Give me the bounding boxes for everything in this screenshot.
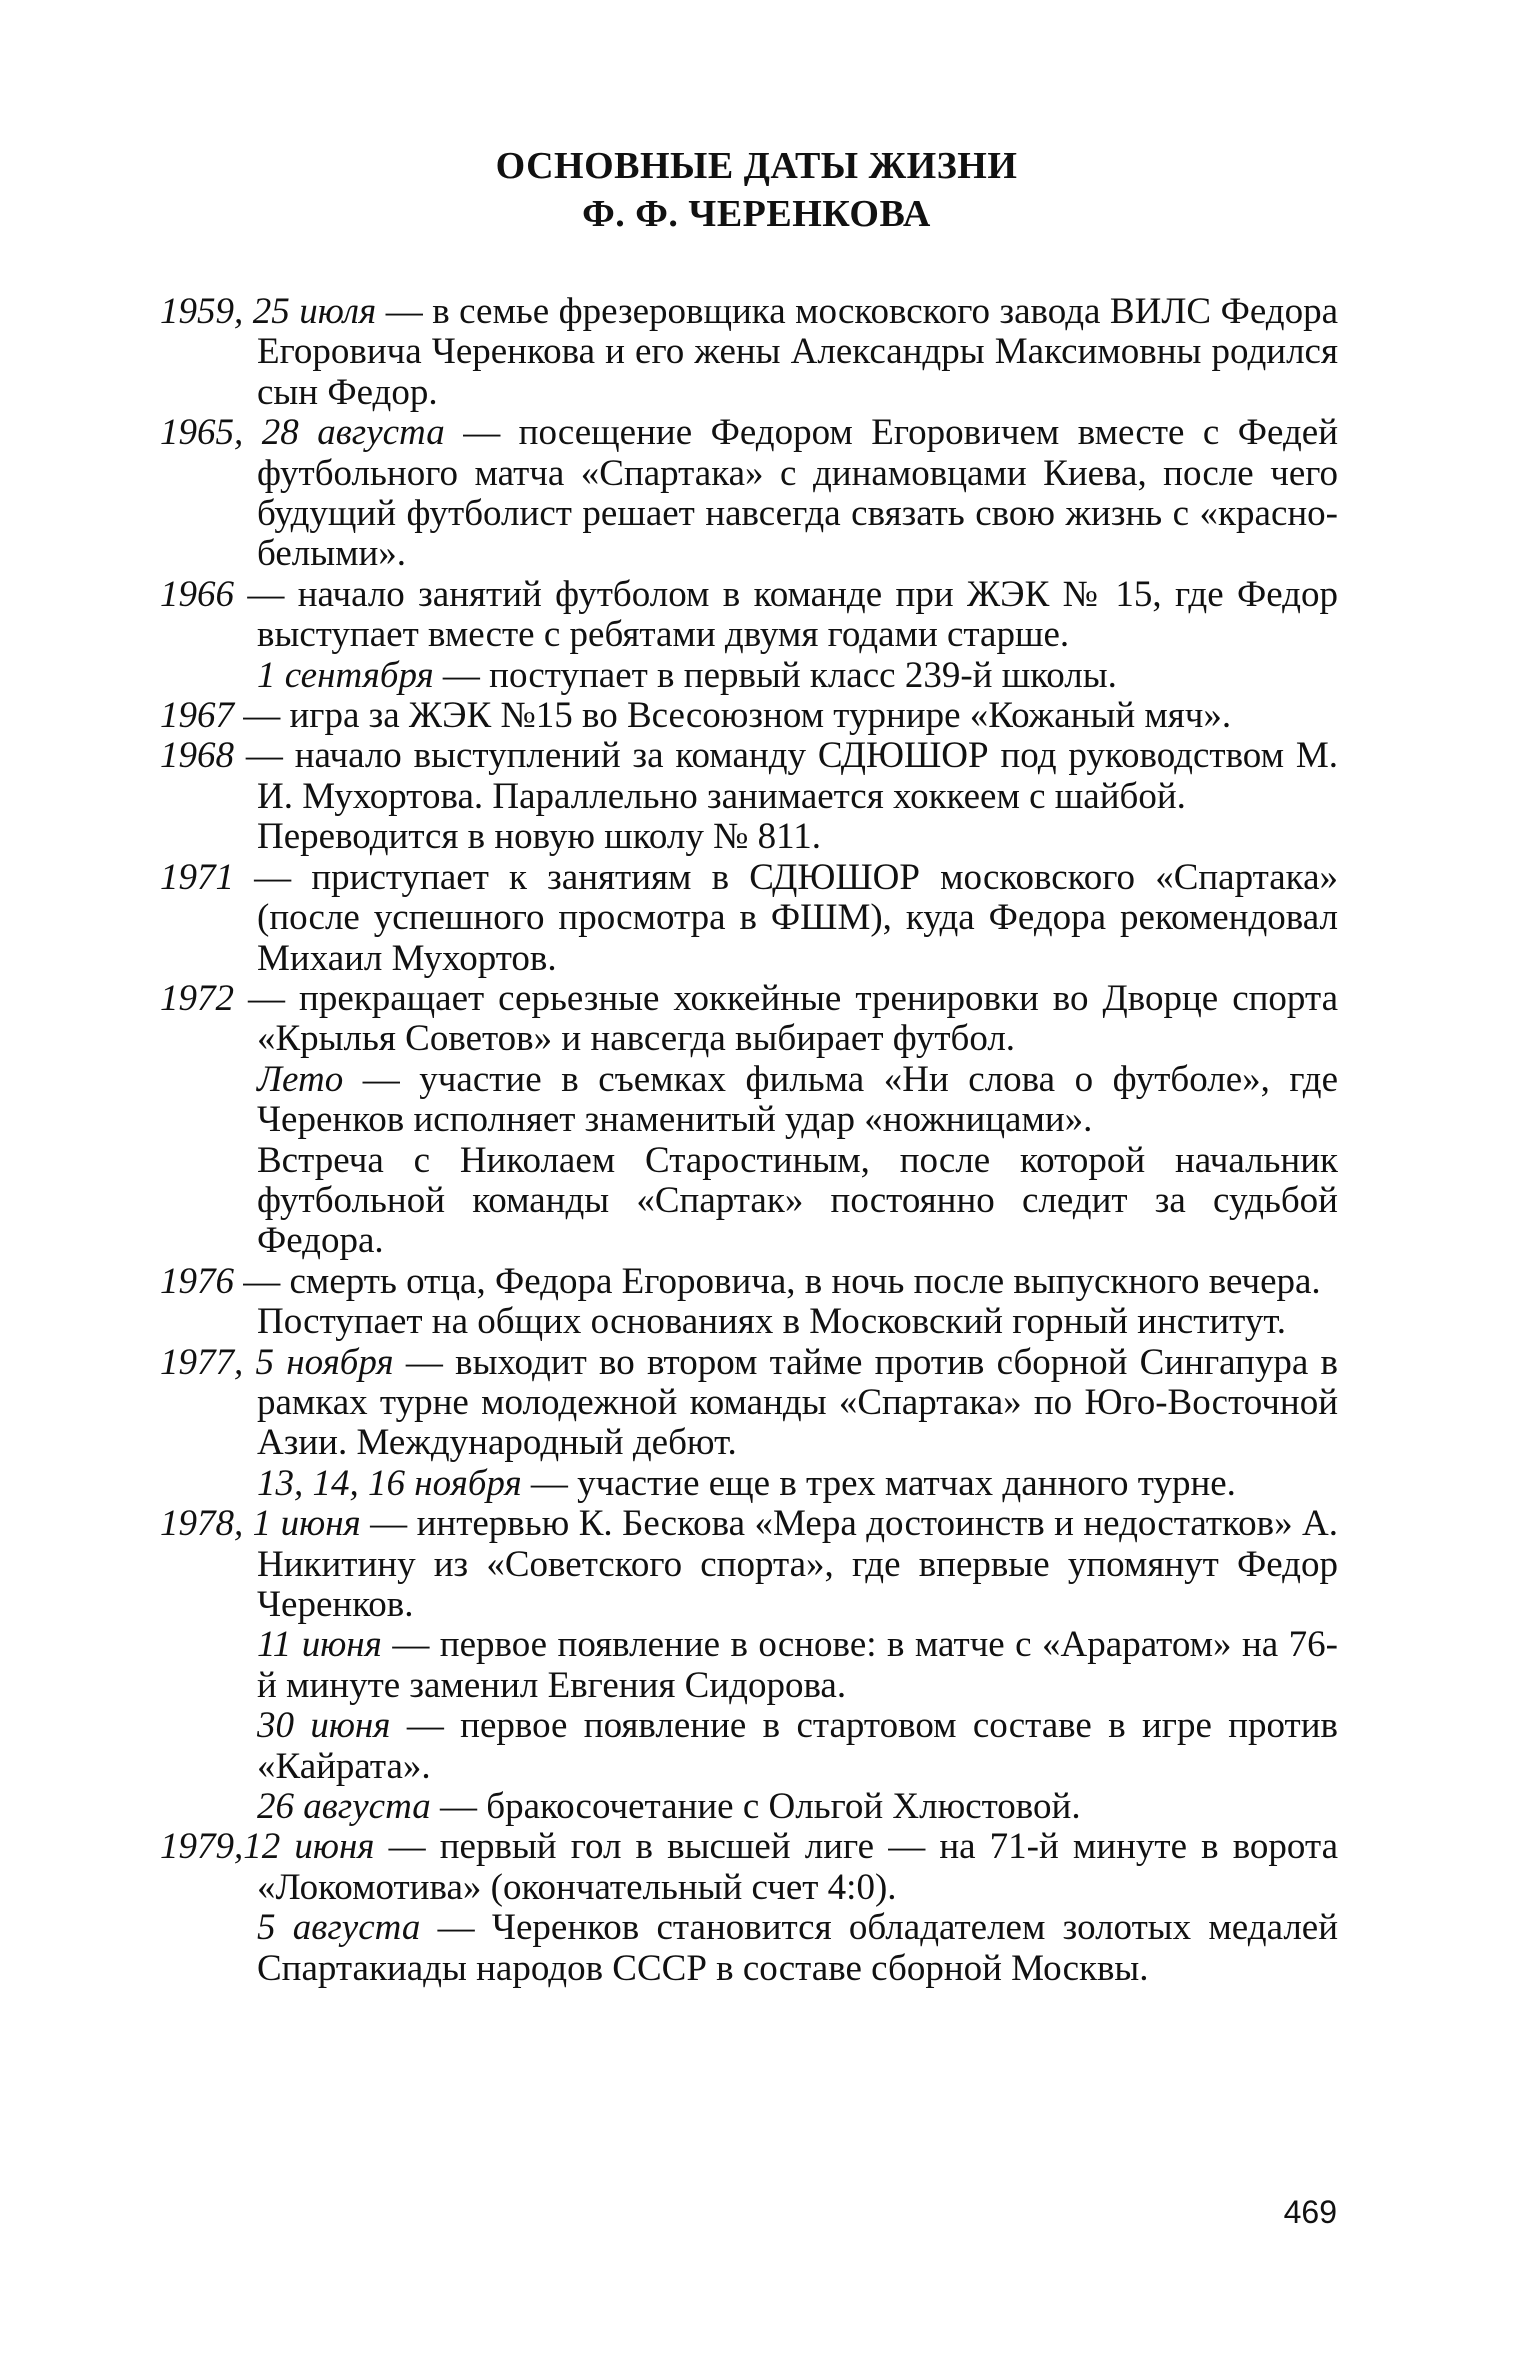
chronology-subentry (160, 1141, 1338, 1262)
entry-text: — участие в съемках фильма «Ни слова о футболе», где Черенков исполняет знаменитый удар «ножницами». (257, 1058, 1338, 1141)
entry-text: Поступает на общих основаниях в Московский горный институт. (257, 1301, 1286, 1343)
chronology-subentry (160, 1464, 1338, 1504)
entry-date: 26 августа (257, 1786, 431, 1828)
chronology-entry (160, 1262, 1338, 1302)
entry-text: — прекращает серьезные хоккейные тренировки во Дворце спорта «Крылья Советов» и навсегда выбирает футбол. (234, 977, 1338, 1060)
chronology-subentry (160, 1908, 1338, 1989)
entry-date: 1967 (160, 695, 234, 737)
entry-date: 5 августа (257, 1907, 421, 1949)
entry-date: 1966 (160, 573, 234, 615)
entry-date: 1976 (160, 1260, 234, 1302)
chronology-subentry (160, 1302, 1338, 1342)
entry-text: — поступает в первый класс 239-й школы. (433, 654, 1117, 696)
page-number: 469 (1283, 2194, 1337, 2230)
chronology-subentry (160, 1787, 1338, 1827)
entry-text: — бракосочетание с Ольгой Хлюстовой. (430, 1786, 1081, 1828)
entry-date: 1959, 25 июля (160, 291, 377, 332)
entry-text: — участие еще в трех матчах данного турне. (521, 1462, 1236, 1504)
chronology-subentry (160, 1706, 1338, 1787)
entry-date: Лето (257, 1058, 344, 1100)
entry-text: Переводится в новую школу № 811. (257, 816, 822, 858)
entry-text: — выходит во втором тайме против сборной Сингапура в рамках турне молодежной команды «Спартака» по Юго-Восточной Азии. Международный дебют. (257, 1341, 1338, 1464)
entry-text: — первое появление в стартовом составе в игре против «Кайрата». (257, 1705, 1338, 1787)
entry-date: 1971 (160, 856, 234, 898)
page-title-line-1: ОСНОВНЫЕ ДАТЫ ЖИЗНИ (495, 145, 1018, 187)
entry-date: 11 июня (257, 1624, 382, 1666)
chronology-entry (160, 292, 1338, 413)
entry-date: 1978, 1 июня (160, 1503, 361, 1545)
entry-text: — интервью К. Бескова «Мера достоинств и недостатков» А. Никитину из «Советского спорта», где впервые упомянут Федор Черенков. (257, 1503, 1338, 1625)
entry-text: — посещение Федором Егоровичем вместе с Федей футбольного матча «Спартака» с динамовцами Киева, после чего будущий футболист решает навсегда связать свою жизнь с «красно-белыми». (257, 412, 1338, 575)
entry-text: — приступает к занятиям в СДЮШОР московского «Спартака» (после успешного просмотра в ФШМ), куда Федора рекомендовал Михаил Мухортов. (234, 856, 1338, 979)
chronology-entry (160, 1827, 1338, 1908)
chronology-entry (160, 1343, 1338, 1464)
page-title-line-2: Ф. Ф. ЧЕРЕНКОВА (582, 193, 931, 235)
entry-date: 1965, 28 августа (160, 412, 445, 454)
entry-date: 30 июня (257, 1705, 391, 1747)
entry-date: 1972 (160, 977, 234, 1019)
entry-text: — игра за ЖЭК №15 во Всесоюзном турнире «Кожаный мяч». (234, 695, 1232, 737)
chronology-subentry (160, 817, 1338, 857)
entry-date: 1 сентября (257, 654, 434, 696)
entry-text: — первый гол в высшей лиге — на 71-й минуте в ворота «Локомотива» (окончательный счет 4:0). (257, 1826, 1338, 1908)
chronology-subentry (160, 1060, 1338, 1141)
chronology-entry (160, 413, 1338, 575)
chronology-entry (160, 858, 1338, 979)
chronology-subentry (160, 656, 1338, 696)
chronology-entry (160, 979, 1338, 1060)
chronology-entry (160, 1504, 1338, 1625)
entry-date: 13, 14, 16 ноября (257, 1462, 522, 1504)
entry-text: — начало занятий футболом в команде при ЖЭК № 15, где Федор выступает вместе с ребятами двумя годами старше. (234, 573, 1338, 656)
chronology-entry (160, 696, 1338, 736)
entry-date: 1977, 5 ноября (160, 1341, 394, 1383)
chronology-list (160, 292, 1338, 1989)
entry-text: Встреча с Николаем Старостиным, после которой начальник футбольной команды «Спартак» постоянно следит за судьбой Федора. (257, 1139, 1338, 1262)
chronology-subentry (160, 1625, 1338, 1706)
entry-text: — начало выступлений за команду СДЮШОР под руководством М. И. Мухортова. Параллельно занимается хоккеем с шайбой. (234, 735, 1338, 817)
chronology-entry (160, 736, 1338, 817)
entry-text: — смерть отца, Федора Егоровича, в ночь после выпускного вечера. (234, 1260, 1321, 1302)
entry-text: — Черенков становится обладателем золотых медалей Спартакиады народов СССР в составе сборной Москвы. (257, 1907, 1339, 1989)
entry-text: — в семье фрезеровщика московского завода ВИЛС Федора Егоровича Черенкова и его жены Александры Максимовны родился сын Федор. (257, 291, 1339, 413)
entry-text: — первое появление в основе: в матче с «Араратом» на 76-й минуте заменил Евгения Сидорова. (257, 1624, 1338, 1706)
chronology-entry (160, 575, 1338, 656)
entry-date: 1968 (160, 735, 234, 777)
entry-date: 1979,12 июня (160, 1826, 375, 1868)
